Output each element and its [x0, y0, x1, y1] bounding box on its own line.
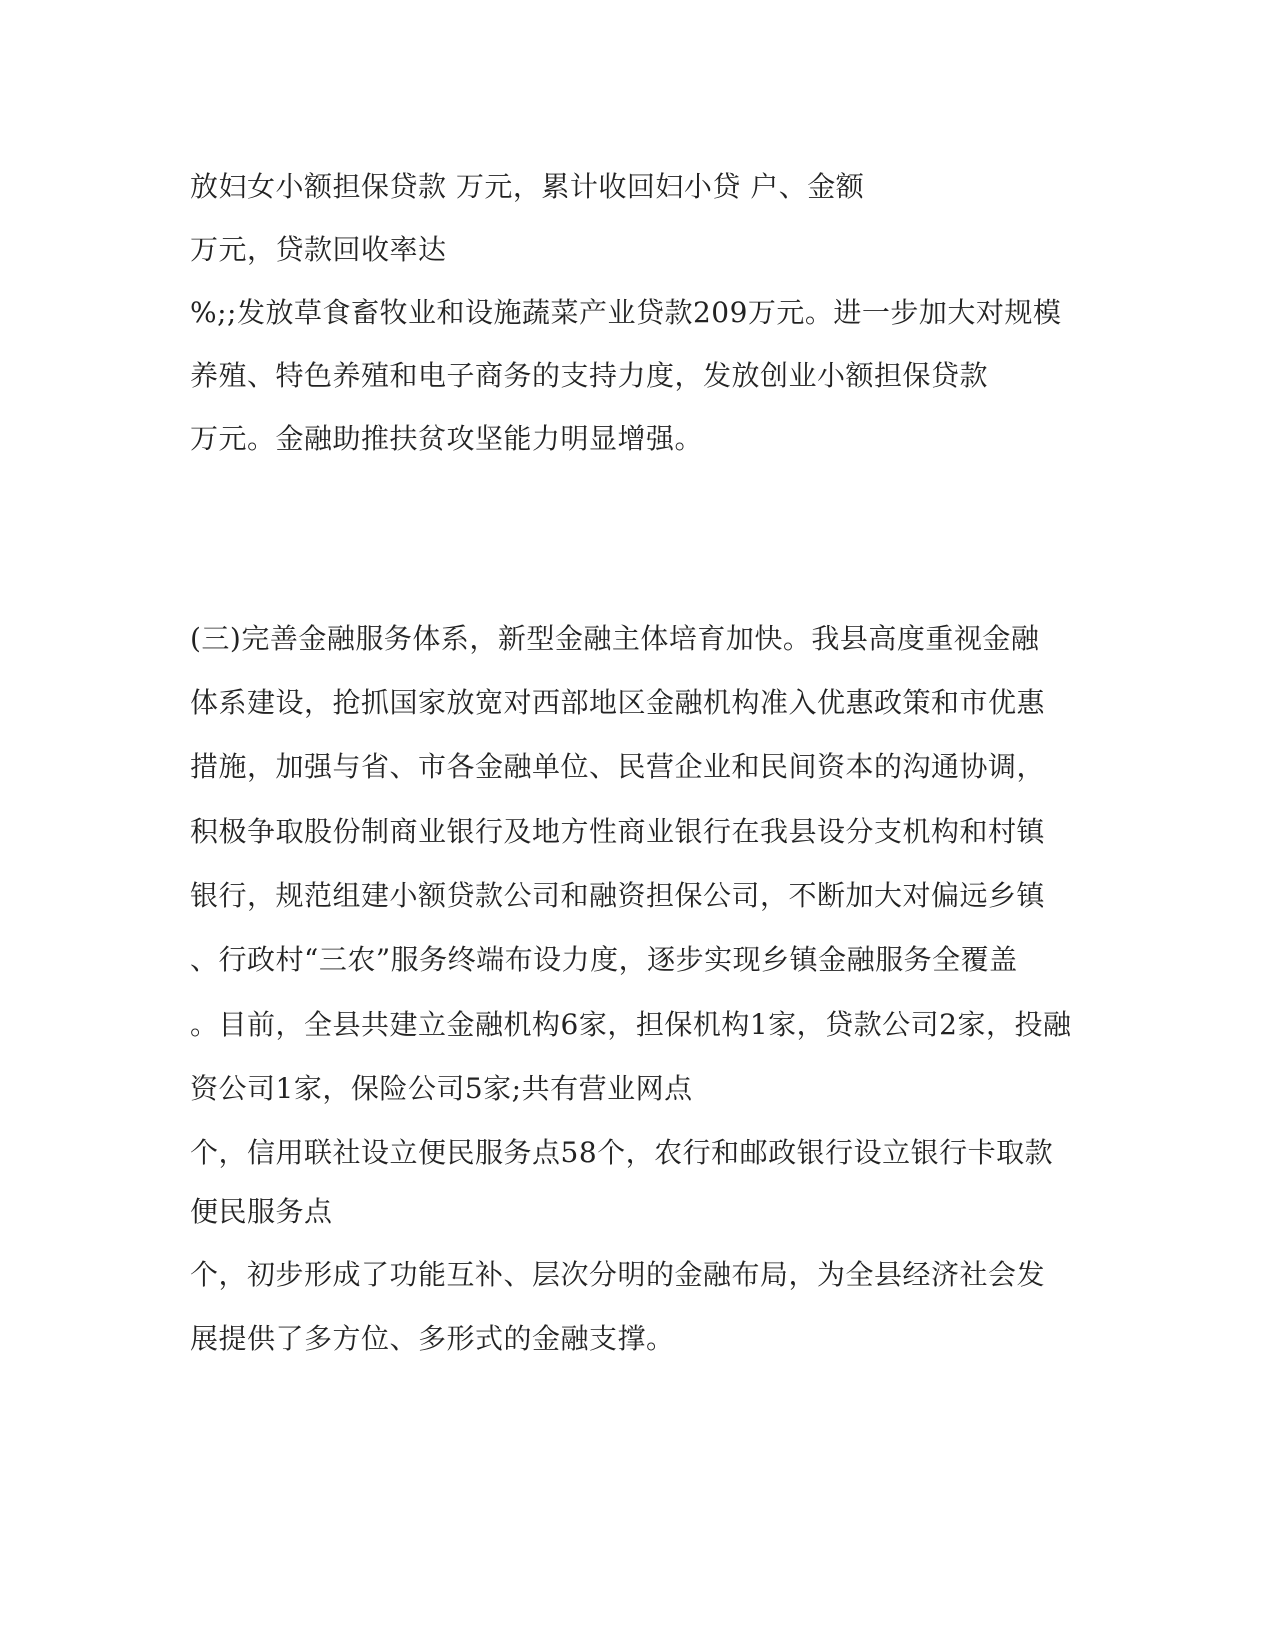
text-line: 银行，规范组建小额贷款公司和融资担保公司，不断加大对偏远乡镇 — [190, 879, 1046, 912]
text-line: 万元。金融助推扶贫攻坚能力明显增强。 — [190, 422, 704, 455]
text-line: %;;发放草食畜牧业和设施蔬菜产业贷款209万元。进一步加大对规模 — [190, 296, 1062, 329]
text-line: (三)完善金融服务体系，新型金融主体培育加快。我县高度重视金融 — [190, 622, 1040, 655]
text-line: 个，信用联社设立便民服务点58个，农行和邮政银行设立银行卡取款 — [190, 1136, 1054, 1169]
text-line: 、行政村“三农”服务终端布设力度，逐步实现乡镇金融服务全覆盖 — [190, 943, 1018, 976]
text-line: 个，初步形成了功能互补、层次分明的金融布局，为全县经济社会发 — [190, 1258, 1046, 1291]
text-line: 资公司1家，保险公司5家;共有营业网点 — [190, 1072, 693, 1105]
text-line: 展提供了多方位、多形式的金融支撑。 — [190, 1322, 675, 1355]
text-line: 养殖、特色养殖和电子商务的支持力度，发放创业小额担保贷款 — [190, 359, 989, 392]
text-line: 万元，贷款回收率达 — [190, 233, 447, 266]
text-line: 。目前，全县共建立金融机构6家，担保机构1家，贷款公司2家，投融 — [190, 1008, 1072, 1041]
text-line: 放妇女小额担保贷款 万元，累计收回妇小贷 户、金额 — [190, 170, 865, 203]
text-line: 措施，加强与省、市各金融单位、民营企业和民间资本的沟通协调， — [190, 750, 1046, 783]
text-line: 积极争取股份制商业银行及地方性商业银行在我县设分支机构和村镇 — [190, 815, 1046, 848]
text-line: 便民服务点 — [190, 1195, 333, 1228]
text-line: 体系建设，抢抓国家放宽对西部地区金融机构准入优惠政策和市优惠 — [190, 686, 1046, 719]
